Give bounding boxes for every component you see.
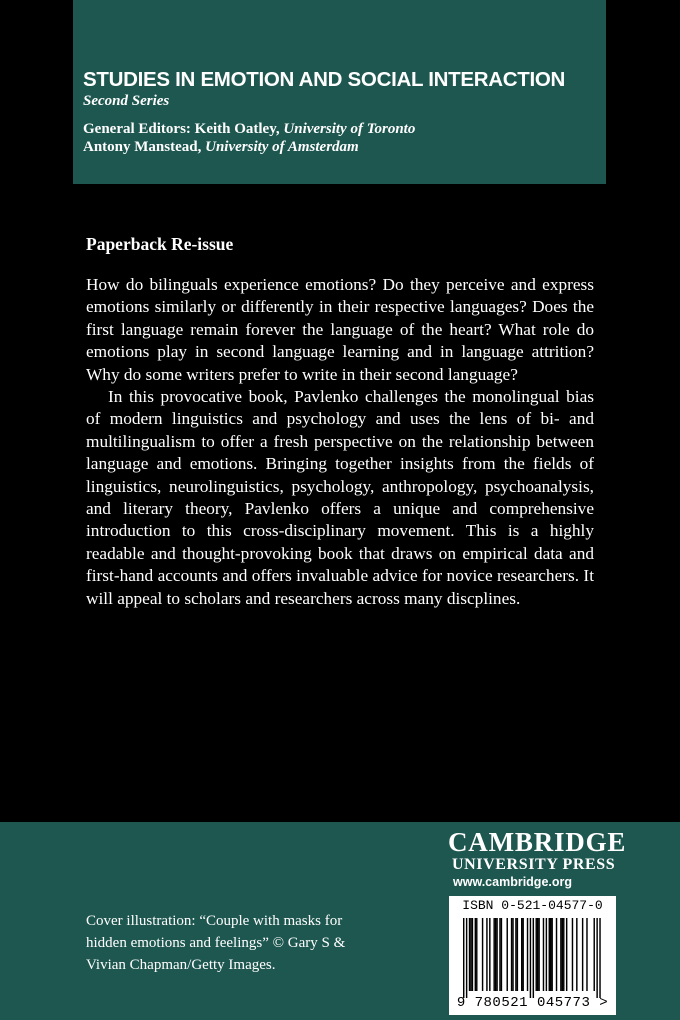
barcode-bar: [511, 918, 512, 991]
barcode-bar: [596, 918, 597, 998]
book-description: [86, 274, 594, 610]
publisher-url: www.cambridge.org: [453, 875, 573, 889]
barcode-bar: [572, 918, 573, 991]
barcode-bar: [538, 918, 539, 991]
general-editors-line: [83, 121, 415, 138]
barcode-bar: [527, 918, 528, 991]
barcode-bar: [475, 918, 476, 991]
barcode-bar: [512, 918, 513, 991]
barcode-bar: [586, 918, 587, 991]
barcode-bar: [486, 918, 487, 991]
series-panel: [73, 0, 606, 184]
cover-illustration-credit: Cover illustration: “Couple with masks for hidden emotions and feelings” © Gary S & Vivian Chapman/Getty Images.: [86, 913, 346, 973]
barcode-bar: [517, 918, 518, 991]
barcode-bar: [533, 918, 534, 998]
barcode-bar: [496, 918, 497, 991]
barcode-bar: [536, 918, 537, 991]
isbn-number: ISBN 0-521-04577-0: [462, 898, 603, 913]
barcode-bar: [543, 918, 544, 991]
description-paragraph: How do bilinguals experience emotions? Do they perceive and express emotions similarly or differently in their respective languages? Does the first language remain forever the language of the heart? What role do emotions play in second language learning and in language attrition? Why do some writers prefer to write in their second language?: [86, 275, 594, 384]
barcode-bar: [470, 918, 471, 991]
barcode-bar: [495, 918, 496, 991]
barcode-bar: [472, 918, 473, 991]
barcode-bar: [476, 918, 477, 991]
barcode-bar: [515, 918, 516, 991]
description-paragraph: In this provocative book, Pavlenko challenges the monolingual bias of modern linguistics and psychology and uses the lens of bi- and multilingualism to offer a fresh perspective on the relationship between language and emotions. Bringing together insights from the fields of linguistics, neurolinguistics, psychology, anthropology, psychoanalysis, and literary theory, Pavlenko offers a unique and comprehensive introduction to this cross-disciplinary movement. This is a highly readable and thought-provoking book that draws on empirical data and first-hand accounts and offers invaluable advice for novice researchers. It will appeal to scholars and researchers across many discplines.: [86, 387, 594, 608]
publisher-name: CAMBRIDGE: [448, 827, 627, 857]
barcode-bar: [556, 918, 557, 991]
barcode-bar: [469, 918, 470, 991]
barcode-bar: [489, 918, 490, 991]
barcode-bar: [562, 918, 563, 991]
publisher-press: UNIVERSITY PRESS: [452, 856, 616, 873]
series-subtitle: Second Series: [83, 93, 170, 109]
barcode-bar: [549, 918, 550, 991]
barcode-bar: [576, 918, 577, 991]
barcode-bar: [499, 918, 500, 991]
ean-number-line: [449, 995, 616, 1011]
barcode-panel: [449, 896, 616, 1015]
publisher-footer: [0, 822, 680, 1020]
barcode-bar: [482, 918, 483, 991]
barcode-bar: [521, 918, 522, 991]
barcode-bar: [463, 918, 464, 998]
barcode-bar: [466, 918, 467, 998]
second-editor-line: [83, 139, 359, 156]
ean-end-mark: >: [599, 995, 609, 1011]
barcode-bar: [507, 918, 508, 991]
barcode-bar: [560, 918, 561, 991]
editor-affiliation: University of Amsterdam: [205, 139, 359, 155]
editor-affiliation: University of Toronto: [283, 121, 416, 137]
barcode-bar: [566, 918, 567, 991]
barcode-bar: [563, 918, 564, 991]
barcode-bar: [501, 918, 502, 991]
barcode-bar: [594, 918, 595, 991]
barcode-bar: [599, 918, 600, 998]
editor-name: Antony Manstead,: [83, 139, 206, 155]
barcode-bar: [582, 918, 583, 991]
series-title: STUDIES IN EMOTION AND SOCIAL INTERACTION: [83, 68, 565, 91]
barcode-bar: [551, 918, 552, 991]
barcode-bar: [546, 918, 547, 991]
barcode-bar: [493, 918, 494, 991]
barcode-bar: [537, 918, 538, 991]
ean-number: 9 780521 045773: [456, 995, 591, 1011]
barcode-bar: [530, 918, 531, 998]
editor-name: General Editors: Keith Oatley,: [83, 121, 284, 137]
barcode-bar: [550, 918, 551, 991]
reissue-heading: Paperback Re-issue: [86, 234, 234, 254]
barcode-bar: [522, 918, 523, 991]
